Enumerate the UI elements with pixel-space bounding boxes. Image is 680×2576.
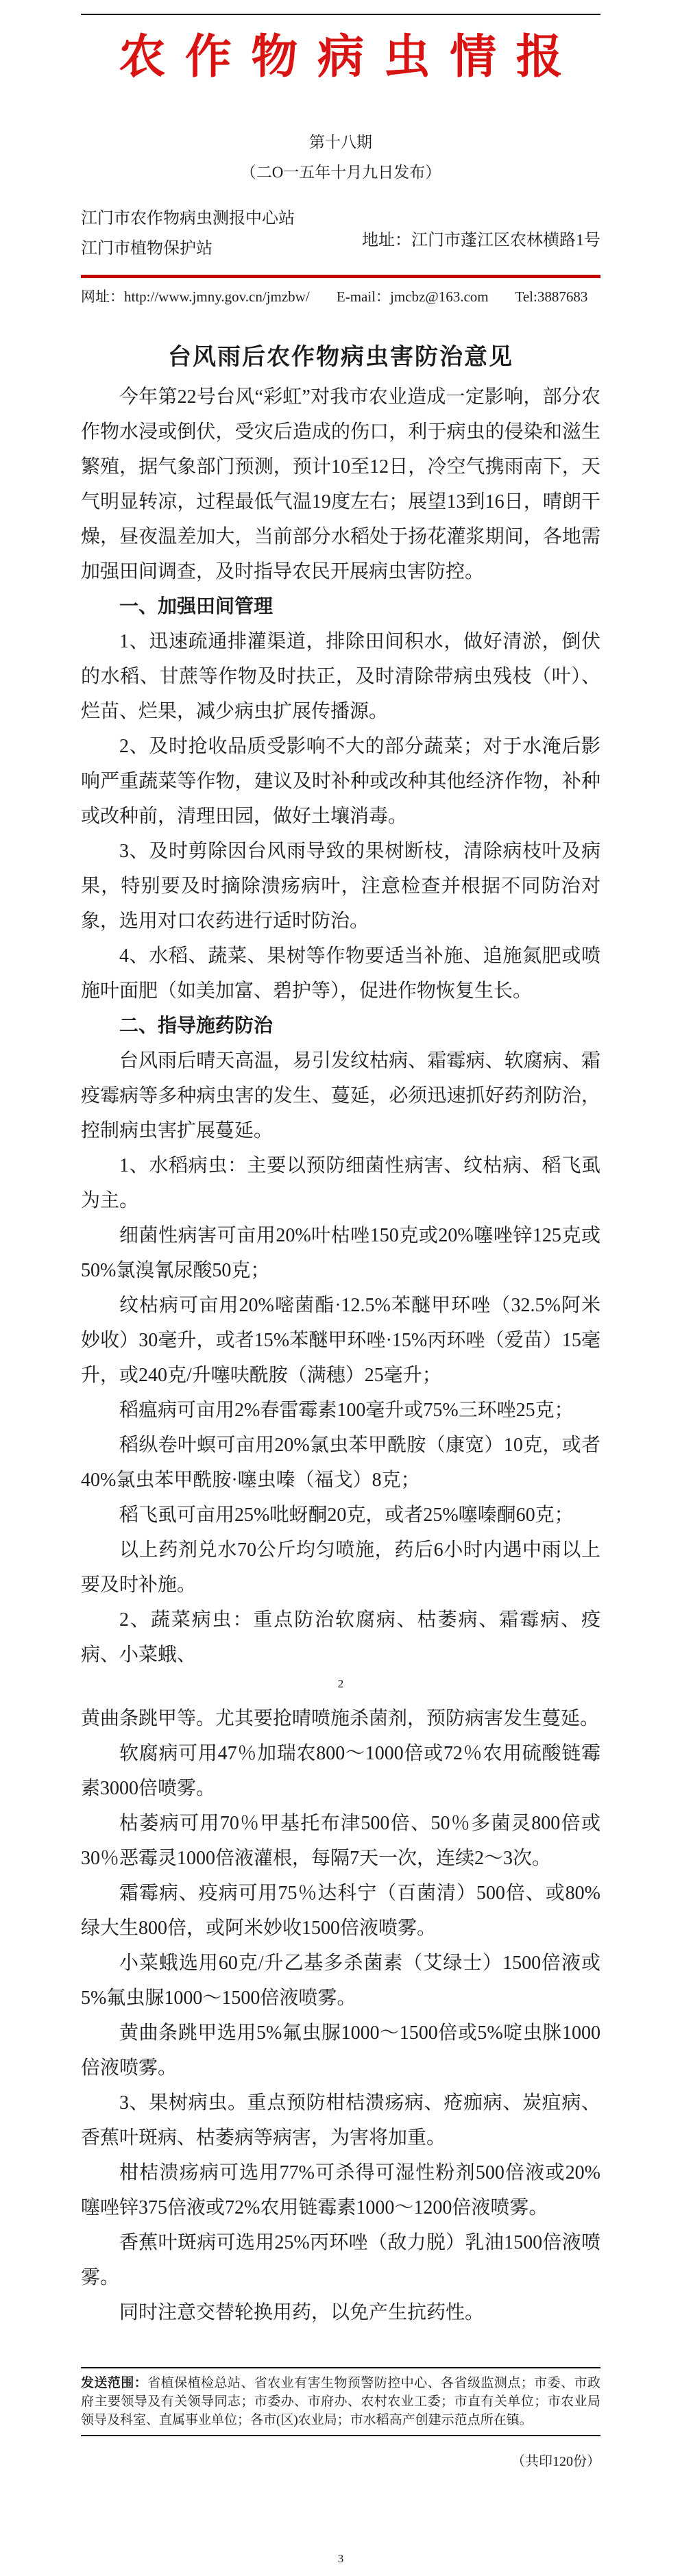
publisher-line-1: 江门市农作物病虫测报中心站 <box>81 209 295 227</box>
publisher-block <box>81 203 600 264</box>
page-number-2: 2 <box>337 1676 344 1690</box>
paragraph-diamondback-moth: 小菜蛾选用60克/升乙基多杀菌素（艾绿士）1500倍液或5%氟虫脲1000～1500倍液喷雾。 <box>81 1952 600 2009</box>
paragraph-citrus-canker: 柑桔溃疡病可选用77%可杀得可湿性粉剂500倍液或20%噻唑锌375倍液或72%农用链霉素1000～1200倍液喷雾。 <box>81 2162 600 2218</box>
publisher-names <box>81 203 295 264</box>
paragraph-fusarium-wilt: 枯萎病可用70％甲基托布津500倍、50％多菌灵800倍或30％恶霉灵1000倍液灌根，每隔7天一次，连续2～3次。 <box>81 1812 600 1869</box>
paragraph-spray-intro: 台风雨后晴天高温，易引发纹枯病、霜霉病、软腐病、霜疫霉病等多种病虫害的发生、蔓延，必须迅速抓好药剂防治，控制病虫害扩展蔓延。 <box>81 1050 600 1141</box>
paragraph-rotation-note: 同时注意交替轮换用药，以免产生抗药性。 <box>119 2301 485 2323</box>
publisher-line-2: 江门市植物保护站 <box>81 239 212 258</box>
paragraph-fruit-tree-pests: 3、果树病虫。重点预防柑桔溃疡病、疮痂病、炭疽病、香蕉叶斑病、枯萎病等病害，为害将加重。 <box>81 2092 600 2148</box>
issue-number: 第十八期 <box>309 133 372 151</box>
distribution-footer <box>81 2367 600 2436</box>
paragraph-field-mgmt-1: 1、迅速疏通排灌渠道，排除田间积水，做好清淤，倒伏的水稻、甘蔗等作物及时扶正，及时清除带病虫残枝（叶）、烂苗、烂果，减少病虫扩展传播源。 <box>81 630 600 722</box>
paragraph-downy-mildew: 霜霉病、疫病可用75％达科宁（百菌清）500倍、或80%绿大生800倍，或阿米妙收1500倍液喷雾。 <box>81 1882 600 1939</box>
red-divider-line <box>81 275 600 278</box>
paragraph-sheath-blight: 纹枯病可亩用20%嘧菌酯·12.5%苯醚甲环唑（32.5%阿米妙收）30毫升，或者15%苯醚甲环唑·15%丙环唑（爱苗）15毫升，或240克/升噻呋酰胺（满穗）25毫升； <box>81 1294 600 1386</box>
page-number-3: 3 <box>337 2551 344 2565</box>
paragraph-leaf-roller: 稻纵卷叶螟可亩用20%氯虫苯甲酰胺（康宽）10克，或者40%氯虫苯甲酰胺·噻虫嗪（福戈）8克； <box>81 1434 600 1491</box>
distribution-scope <box>81 2374 600 2429</box>
paragraph-field-mgmt-3: 3、及时剪除因台风雨导致的果树断枝，清除病枝叶及病果，特别要及时摘除溃疡病叶，注意检查并根据不同防治对象，选用对口农药进行适时防治。 <box>81 840 600 932</box>
contact-line <box>81 288 600 306</box>
telephone-text: Tel:3887683 <box>515 288 588 305</box>
paragraph-field-mgmt-4: 4、水稻、蔬菜、果树等作物要适当补施、追施氮肥或喷施叶面肥（如美加富、碧护等），促进作物恢复生长。 <box>81 945 600 1002</box>
masthead-title: 农作物病虫情报 <box>119 31 583 83</box>
paragraph-intro: 今年第22号台风“彩虹”对我市农业造成一定影响，部分农作物水浸或倒伏，受灾后造成的伤口，利于病虫的侵染和滋生繁殖，据气象部门预测，预计10至12日，冷空气携雨南下，天气明显转凉，过程最低气温19度左右；展望13到16日，晴朗干燥，昼夜温差加大，当前部分水稻处于扬花灌浆期间，各地需加强田间调查，及时指导农民开展病虫害防控。 <box>81 386 600 582</box>
paragraph-spray-note: 以上药剂兑水70公斤均匀喷施，药后6小时内遇中雨以上要及时补施。 <box>81 1539 600 1596</box>
distribution-text: 省植保植检总站、省农业有害生物预警防控中心、各省级监测点；市委、市政府主要领导及有关领导同志；市委办、市府办、农村农业工委；市直有关单位；市农业局领导及科室、直属事业单位；各市(区)农业局；市水稻高产创建示范点所在镇。 <box>81 2375 600 2427</box>
paragraph-rice-pests: 1、水稻病虫：主要以预防细菌性病害、纹枯病、稻飞虱为主。 <box>81 1154 600 1211</box>
print-count: （共印120份） <box>511 2453 600 2469</box>
paragraph-vegetable-pests-a: 2、蔬菜病虫：重点防治软腐病、枯萎病、霜霉病、疫病、小菜蛾、 <box>81 1609 600 1665</box>
article-body <box>81 380 600 2330</box>
paragraph-field-mgmt-2: 2、及时抢收品质受影响不大的部分蔬菜；对于水淹后影响严重蔬菜等作物，建议及时补种或改种其他经济作物，补种或改种前，清理田园，做好土壤消毒。 <box>81 735 600 827</box>
website-text: 网址：http://www.jmny.gov.cn/jmzbw/ <box>81 288 310 305</box>
article-title: 台风雨后农作物病虫害防治意见 <box>168 344 513 370</box>
section-heading-2: 二、指导施药防治 <box>119 1015 274 1037</box>
distribution-label: 发送范围： <box>81 2375 148 2390</box>
top-divider-line <box>81 14 600 15</box>
section-heading-1: 一、加强田间管理 <box>119 595 274 617</box>
publisher-address: 地址：江门市蓬江区农林横路1号 <box>362 232 600 250</box>
email-text: E-mail：jmcbz@163.com <box>336 288 489 305</box>
paragraph-vegetable-pests-b: 黄曲条跳甲等。尤其要抢晴喷施杀菌剂，预防病害发生蔓延。 <box>81 1707 600 1729</box>
paragraph-planthopper: 稻飞虱可亩用25%吡蚜酮20克，或者25%噻嗪酮60克； <box>119 1504 574 1526</box>
publish-date: （二O一五年十月九日发布） <box>240 163 441 181</box>
paragraph-rice-blast: 稻瘟病可亩用2%春雷霉素100毫升或75%三环唑25克； <box>119 1399 574 1421</box>
paragraph-soft-rot: 软腐病可用47％加瑞农800～1000倍或72％农用硫酸链霉素3000倍喷雾。 <box>81 1742 600 1799</box>
paragraph-banana-leaf-spot: 香蕉叶斑病可选用25%丙环唑（敌力脱）乳油1500倍液喷雾。 <box>81 2231 600 2288</box>
paragraph-flea-beetle: 黄曲条跳甲选用5%氟虫脲1000～1500倍或5%啶虫脒1000倍液喷雾。 <box>81 2022 600 2079</box>
paragraph-bacterial-disease: 细菌性病害可亩用20%叶枯唑150克或20%噻唑锌125克或50%氯溴氰尿酸50克； <box>81 1224 600 1281</box>
